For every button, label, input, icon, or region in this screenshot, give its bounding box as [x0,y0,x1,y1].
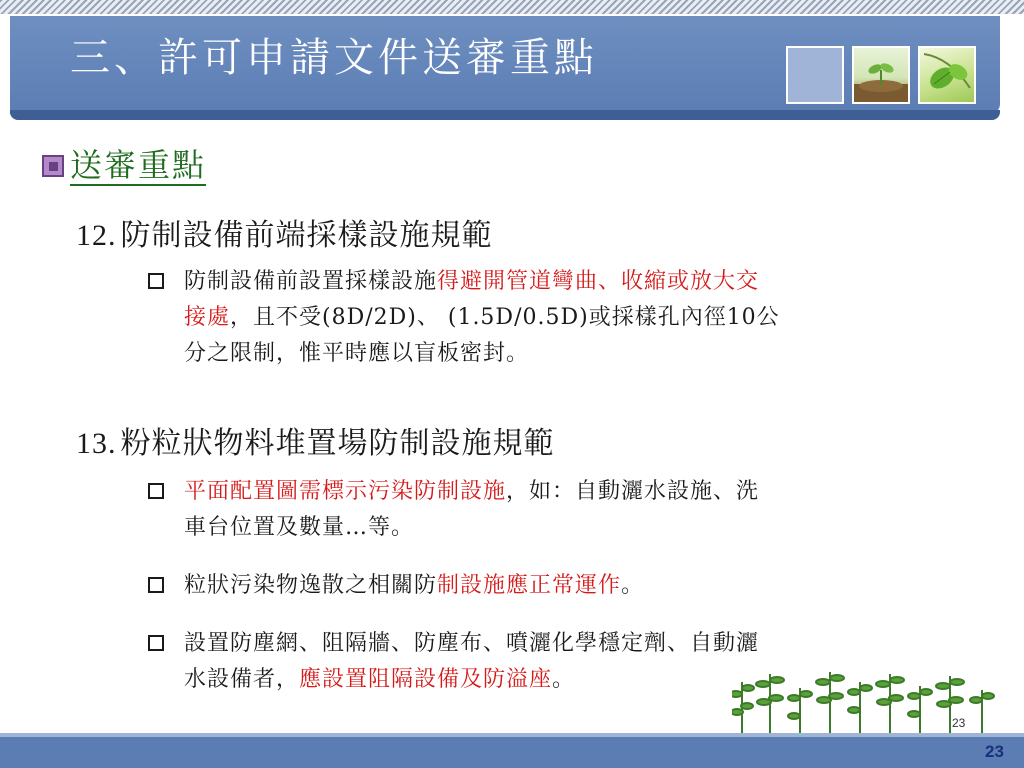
seedling-photo [852,46,910,104]
text-run: 。 [621,573,645,598]
hollow-square-bullet-icon [148,483,164,499]
item-13-bullet-2 [148,568,968,604]
hollow-square-bullet-icon [148,635,164,651]
purple-square-bullet-icon [42,155,64,177]
slide-number-small: 23 [952,716,966,730]
text-run: 防制設備前設置採樣設施 [184,269,438,294]
text-run-emphasis: 平面配置圖需標示污染防制設施 [184,479,507,504]
bullet-text [184,474,968,546]
hollow-square-bullet-icon [148,577,164,593]
item-heading-text: 防制設備前端採樣設施規範 [120,218,493,253]
footer-bar [0,737,1024,768]
bullet-text [184,568,968,604]
text-run: 水設備者， [184,667,300,692]
top-hatch-decoration [0,0,1024,14]
text-run: 車台位置及數量…等。 [184,515,415,540]
text-run-emphasis: 得避開管道彎曲、收縮或放大交 [437,269,760,294]
text-run: 。 [552,667,576,692]
text-run: 分之限制，惟平時應以盲板密封。 [184,341,530,366]
item-12-bullet-1 [148,264,968,372]
text-run-emphasis: 制設施應正常運作 [437,573,622,598]
bullet-text [184,264,968,372]
slide-number: 23 [985,742,1004,761]
text-run-emphasis: 應設置阻隔設備及防溢座 [299,667,553,692]
section-header [42,146,206,186]
item-number: 12. [76,219,117,252]
text-run: 設置防塵網、阻隔牆、防塵布、噴灑化學穩定劑、自動灑 [184,631,760,656]
item-13-heading [76,418,555,462]
title-bar-shadow [10,110,1000,120]
text-run-emphasis: 接處 [184,305,231,330]
hollow-square-bullet-icon [148,273,164,289]
item-12-heading [76,210,493,254]
text-run: ，如：自動灑水設施、洗 [506,479,760,504]
decor-blue-square [786,46,844,104]
text-run: 粒狀污染物逸散之相關防 [184,573,438,598]
text-run: ，且不受(8D/2D)、 (1.5D/0.5D)或採樣孔內徑10公 [230,305,780,330]
item-number: 13. [76,427,117,460]
item-13-bullet-1 [148,474,968,546]
green-leaf-photo [918,46,976,104]
section-title: 送審重點 [70,146,207,184]
item-heading-text: 粉粒狀物料堆置場防制設施規範 [120,426,555,461]
page-title: 三、許可申請文件送審重點 [70,35,598,81]
